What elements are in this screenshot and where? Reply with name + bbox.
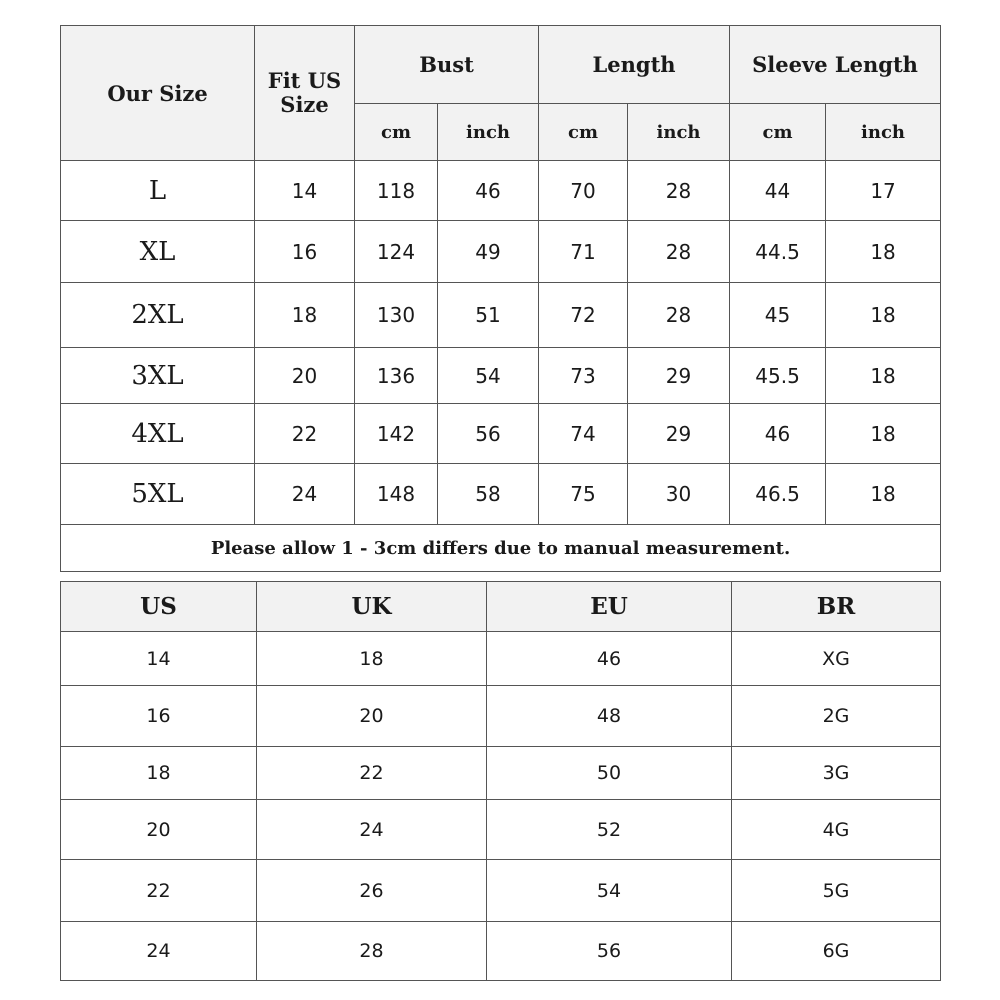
cell-fit-us: 16 <box>255 221 355 283</box>
header-uk: UK <box>257 582 487 632</box>
cell-length-inch: 29 <box>628 348 730 404</box>
cell-bust-cm: 124 <box>355 221 438 283</box>
row-size: 5XL <box>61 464 255 525</box>
conversion-row <box>61 800 941 860</box>
cell-bust-inch: 46 <box>438 161 539 221</box>
cell-bust-inch: 54 <box>438 348 539 404</box>
cell-sleeve-cm: 46.5 <box>730 464 826 525</box>
cell-eu: 50 <box>487 747 732 800</box>
cell-uk: 22 <box>257 747 487 800</box>
cell-fit-us: 24 <box>255 464 355 525</box>
cell-sleeve-inch: 18 <box>826 283 941 348</box>
cell-length-inch: 28 <box>628 283 730 348</box>
cell-bust-inch: 49 <box>438 221 539 283</box>
size-conversion-table <box>60 581 941 981</box>
cell-bust-inch: 58 <box>438 464 539 525</box>
cell-uk: 28 <box>257 922 487 981</box>
cell-br: 2G <box>732 686 941 747</box>
conversion-row <box>61 632 941 686</box>
cell-us: 18 <box>61 747 257 800</box>
cell-bust-cm: 118 <box>355 161 438 221</box>
header-fit-us-line1: Fit US <box>267 68 342 93</box>
cell-bust-cm: 130 <box>355 283 438 348</box>
cell-br: 3G <box>732 747 941 800</box>
cell-uk: 26 <box>257 860 487 922</box>
size-row <box>61 221 941 283</box>
cell-sleeve-inch: 17 <box>826 161 941 221</box>
cell-us: 22 <box>61 860 257 922</box>
cell-eu: 54 <box>487 860 732 922</box>
cell-uk: 18 <box>257 632 487 686</box>
header-sleeve-cm: cm <box>730 104 826 161</box>
size-chart-body <box>61 161 941 525</box>
row-size: L <box>61 161 255 221</box>
cell-fit-us: 14 <box>255 161 355 221</box>
cell-fit-us: 18 <box>255 283 355 348</box>
cell-sleeve-inch: 18 <box>826 221 941 283</box>
cell-uk: 20 <box>257 686 487 747</box>
cell-fit-us: 20 <box>255 348 355 404</box>
header-length: Length <box>539 26 730 104</box>
cell-length-cm: 73 <box>539 348 628 404</box>
cell-eu: 52 <box>487 800 732 860</box>
header-length-cm: cm <box>539 104 628 161</box>
size-row <box>61 283 941 348</box>
cell-br: 6G <box>732 922 941 981</box>
cell-bust-cm: 136 <box>355 348 438 404</box>
header-bust: Bust <box>355 26 539 104</box>
header-bust-inch: inch <box>438 104 539 161</box>
cell-length-inch: 30 <box>628 464 730 525</box>
cell-br: 5G <box>732 860 941 922</box>
cell-sleeve-cm: 44 <box>730 161 826 221</box>
cell-bust-cm: 142 <box>355 404 438 464</box>
cell-length-cm: 70 <box>539 161 628 221</box>
cell-br: 4G <box>732 800 941 860</box>
cell-sleeve-cm: 45 <box>730 283 826 348</box>
size-row <box>61 348 941 404</box>
cell-bust-cm: 148 <box>355 464 438 525</box>
cell-us: 14 <box>61 632 257 686</box>
conversion-row <box>61 686 941 747</box>
cell-fit-us: 22 <box>255 404 355 464</box>
row-size: XL <box>61 221 255 283</box>
cell-length-cm: 75 <box>539 464 628 525</box>
cell-bust-inch: 56 <box>438 404 539 464</box>
cell-us: 20 <box>61 800 257 860</box>
cell-eu: 56 <box>487 922 732 981</box>
header-br: BR <box>732 582 941 632</box>
cell-length-cm: 71 <box>539 221 628 283</box>
cell-sleeve-cm: 46 <box>730 404 826 464</box>
cell-length-cm: 72 <box>539 283 628 348</box>
cell-eu: 48 <box>487 686 732 747</box>
measurement-note: Please allow 1 - 3cm differs due to manual measurement. <box>61 525 941 572</box>
cell-eu: 46 <box>487 632 732 686</box>
header-fit-us-line2: Size <box>280 92 329 117</box>
row-size: 3XL <box>61 348 255 404</box>
size-chart-table <box>60 25 941 572</box>
cell-us: 16 <box>61 686 257 747</box>
cell-length-inch: 28 <box>628 161 730 221</box>
cell-sleeve-cm: 44.5 <box>730 221 826 283</box>
cell-sleeve-inch: 18 <box>826 404 941 464</box>
header-sleeve-inch: inch <box>826 104 941 161</box>
cell-uk: 24 <box>257 800 487 860</box>
header-eu: EU <box>487 582 732 632</box>
cell-length-inch: 28 <box>628 221 730 283</box>
row-size: 4XL <box>61 404 255 464</box>
size-row <box>61 464 941 525</box>
header-bust-cm: cm <box>355 104 438 161</box>
cell-length-cm: 74 <box>539 404 628 464</box>
cell-length-inch: 29 <box>628 404 730 464</box>
conversion-row <box>61 860 941 922</box>
row-size: 2XL <box>61 283 255 348</box>
cell-us: 24 <box>61 922 257 981</box>
header-length-inch: inch <box>628 104 730 161</box>
cell-sleeve-inch: 18 <box>826 348 941 404</box>
header-our-size: Our Size <box>61 26 255 161</box>
cell-bust-inch: 51 <box>438 283 539 348</box>
conversion-row <box>61 922 941 981</box>
header-us: US <box>61 582 257 632</box>
size-row <box>61 161 941 221</box>
size-conversion-body <box>61 632 941 981</box>
cell-br: XG <box>732 632 941 686</box>
conversion-row <box>61 747 941 800</box>
size-row <box>61 404 941 464</box>
header-fit-us-size <box>255 26 355 161</box>
cell-sleeve-inch: 18 <box>826 464 941 525</box>
cell-sleeve-cm: 45.5 <box>730 348 826 404</box>
header-sleeve-length: Sleeve Length <box>730 26 941 104</box>
